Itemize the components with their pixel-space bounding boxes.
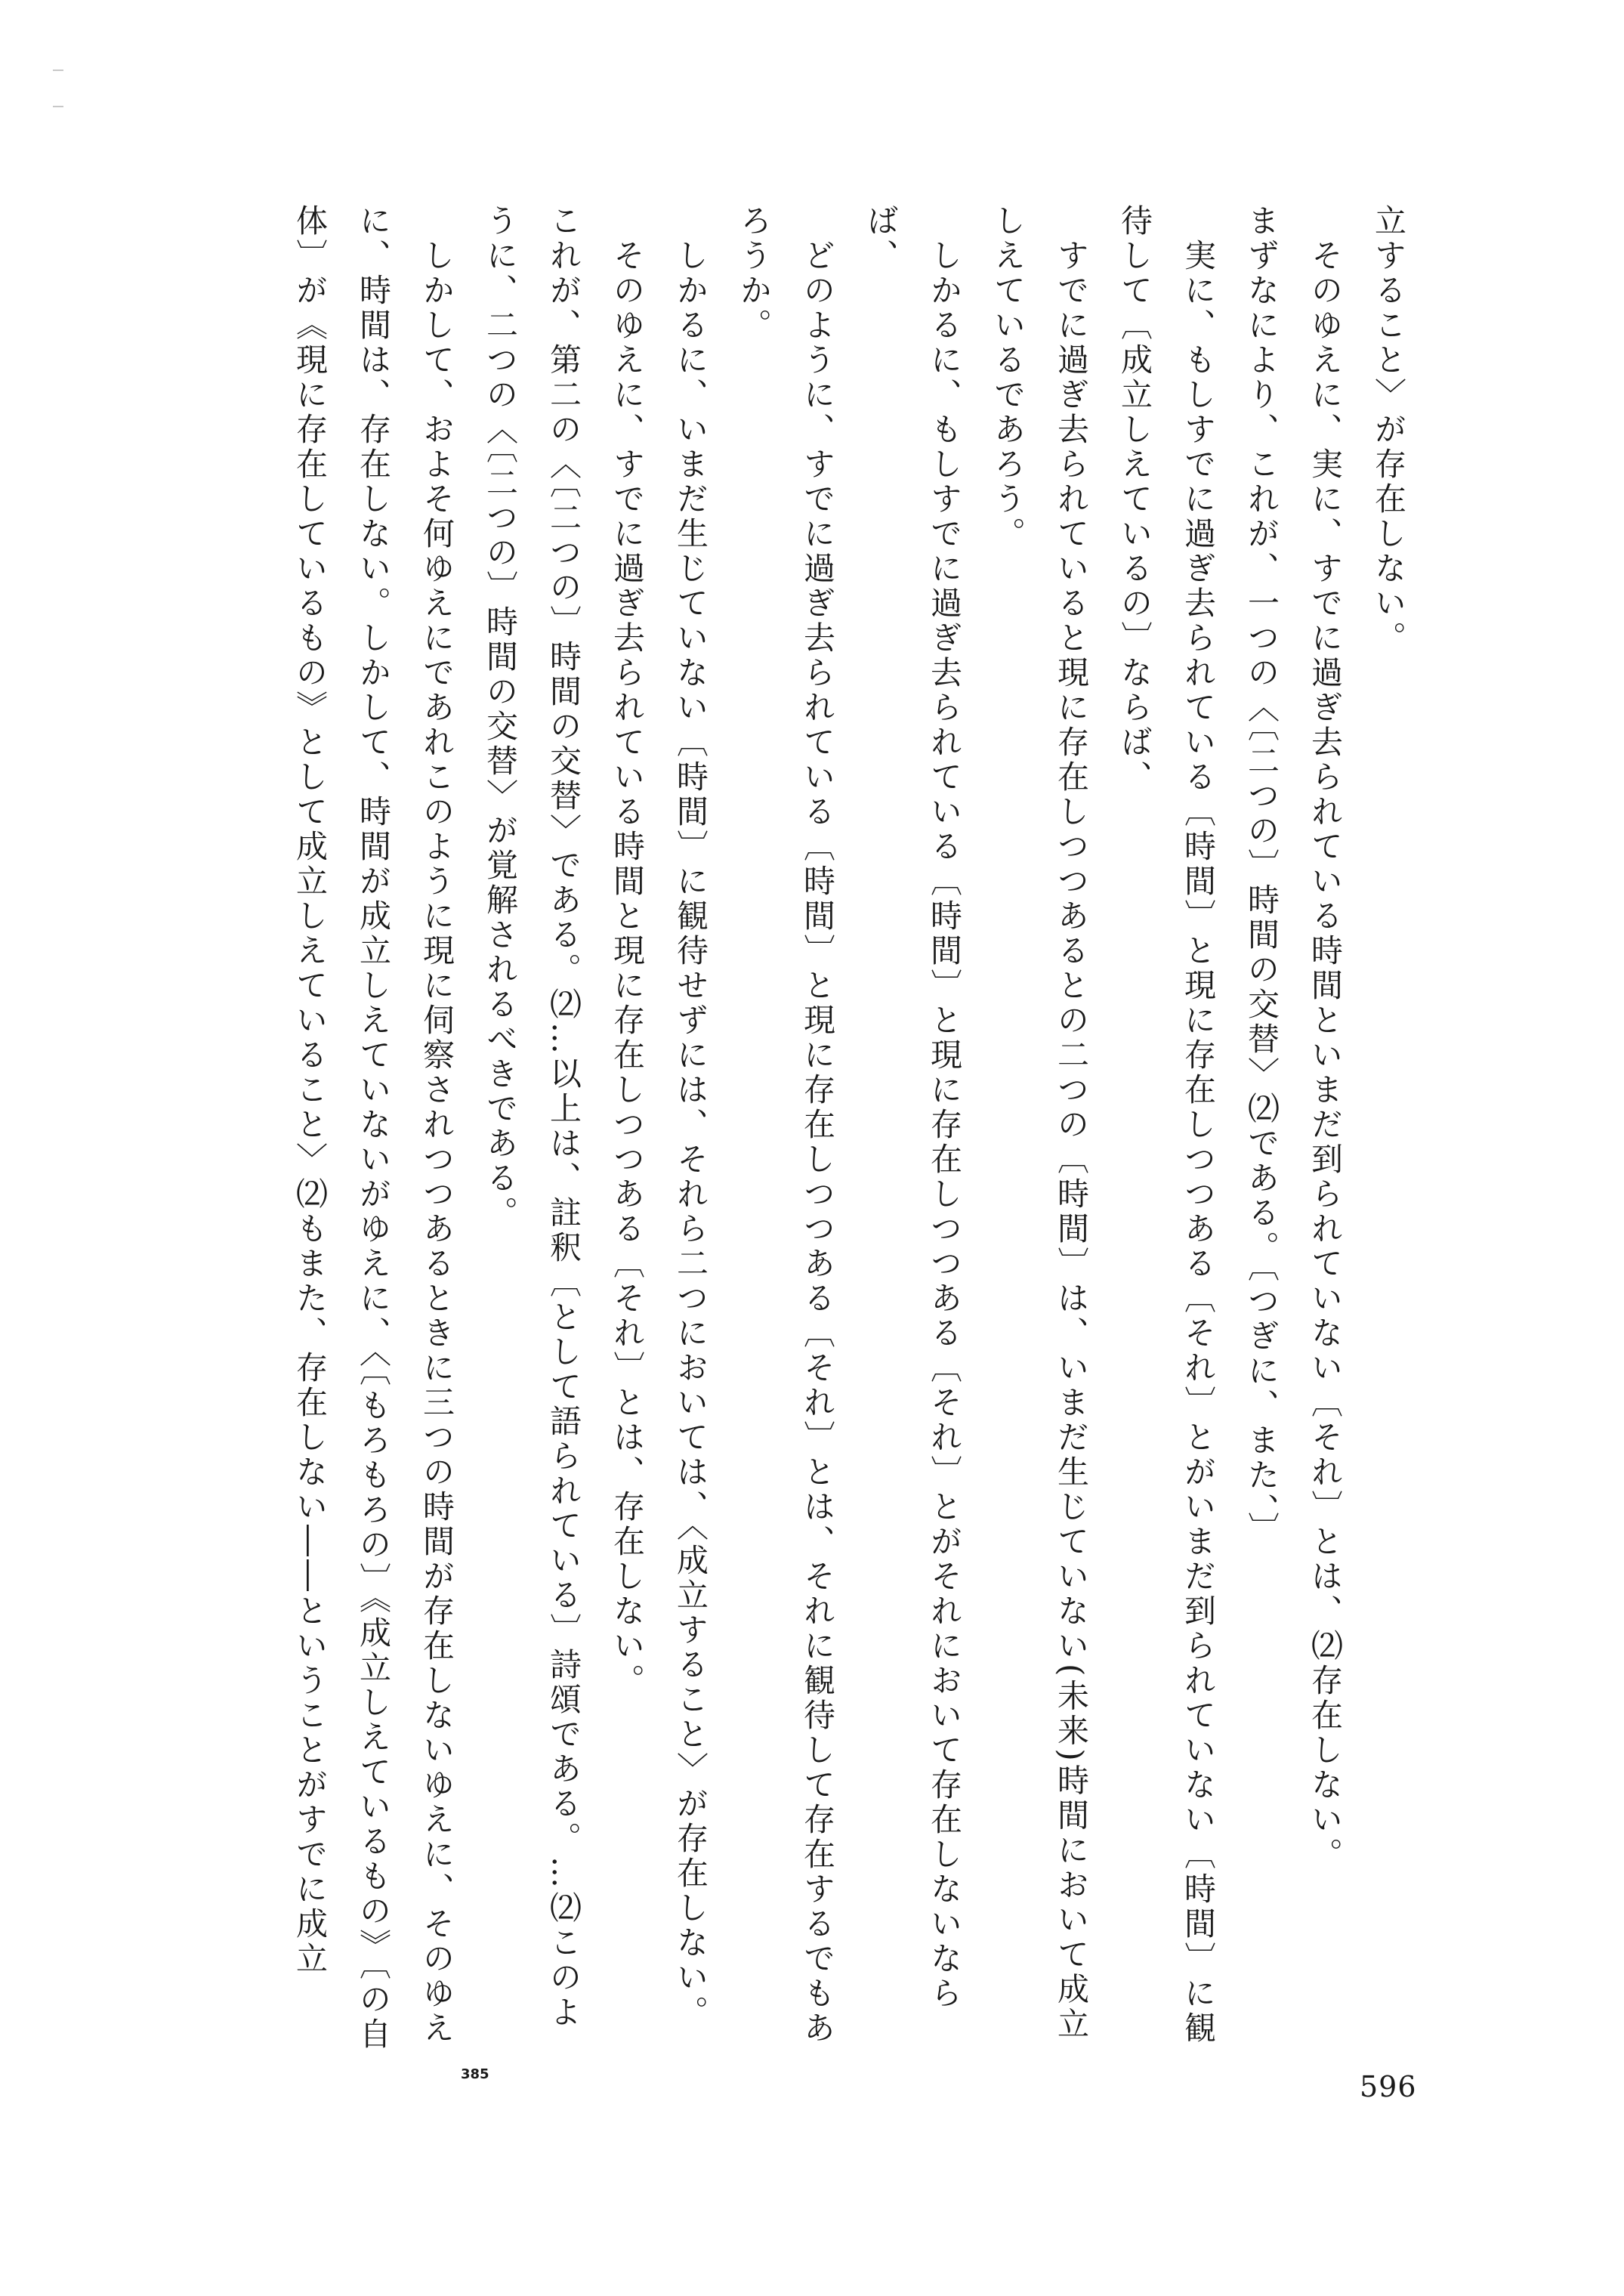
paragraph: しかるに、もしすでに過ぎ去られている〔時間〕と現に存在しつつある〔それ〕とがそれにおいて存在しないならば、 — [863, 204, 963, 2011]
scan-mark — [53, 70, 63, 71]
paragraph: まずなにより、これが、一つの〈〔二つの〕時間の交替〉⑵である。〔つぎに、また、〕 — [1243, 204, 1280, 1547]
paragraph: 立すること〉が存在しない。 — [1370, 204, 1407, 656]
paragraph: すでに過ぎ去られていると現に存在しつつあるとの二つの〔時間〕は、いまだ生じていない(未来)時間において成立しえているであろう。 — [990, 204, 1090, 2042]
scan-mark — [53, 106, 63, 107]
page-number: 596 — [1360, 2070, 1417, 2103]
paragraph: そのゆえに、実に、すでに過ぎ去られている時間といまだ到られていない〔それ〕とは、⑵存在しない。 — [1307, 239, 1344, 1872]
paragraph: しかるに、いまだ生じていない〔時間〕に観待せずには、それら二つにおいては、〈成立すること〉が存在しない。 — [672, 239, 709, 2030]
paragraph: 実に、もしすでに過ぎ去られている〔時間〕と現に存在しつつある〔それ〕とがいまだ到られていない〔時間〕に観待して〔成立しえているの〕ならば、 — [1116, 204, 1217, 2046]
paragraph: そのゆえに、すでに過ぎ去られている時間と現に存在しつつある〔それ〕とは、存在しない。 — [609, 239, 646, 1698]
paragraph: どのように、すでに過ぎ去られている〔時間〕と現に存在しつつある〔それ〕とは、それに観待して存在するでもあろうか。 — [736, 204, 836, 2046]
folio-number: 385 — [461, 2066, 489, 2082]
paragraph: これが、第二の〈〔二つの〕時間の交替〉である。⑵…以上は、註釈〔として語られている〕詩頌である。…⑵このように、二つの〈〔二つの〕時間の交替〉が覚解されるべきである。 — [482, 204, 582, 2030]
paragraph: しかして、およそ何ゆえにであれこのように現に伺察されつつあるときに三つの時間が存在しないゆえに、そのゆえに、時間は、存在しない。しかして、時間が成立しえていないがゆえに、〈〔もろもろの〕《成立しえているもの》〔の自体〕が《現に存在しているもの》として成立しえていること〉⑵もまた、存在しない――ということがすでに成立 — [292, 204, 455, 2052]
vertical-text-block — [211, 204, 1420, 2063]
